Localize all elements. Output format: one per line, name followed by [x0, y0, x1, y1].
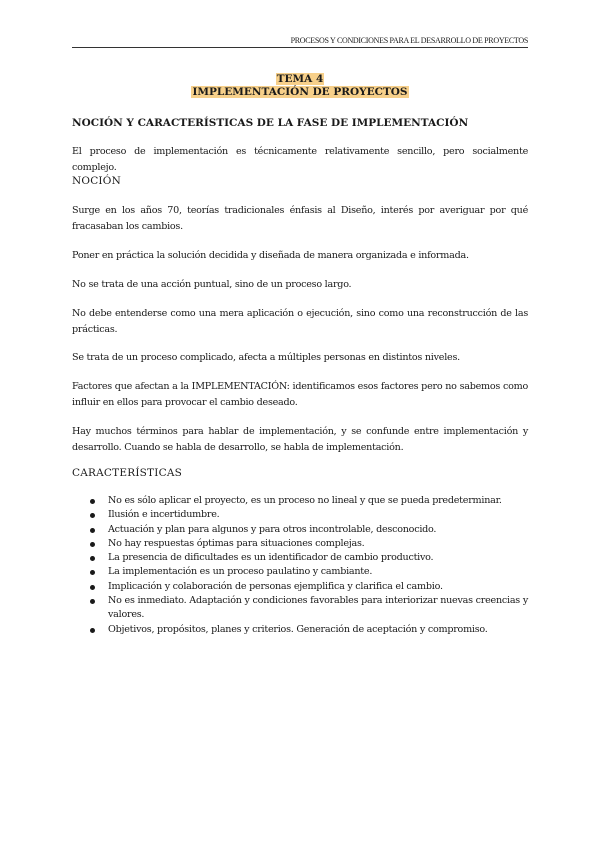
caracteristicas-list — [72, 494, 528, 637]
bullet-icon — [90, 556, 95, 561]
nocion-paragraph-3: No se trata de una acción puntual, sino de un proceso largo. — [72, 279, 352, 290]
nocion-paragraph-4: No debe entenderse como una mera aplicación o ejecución, sino como una reconstrucción de las prácticas. — [72, 308, 528, 335]
list-item: La presencia de dificultades es un identificador de cambio productivo. — [72, 551, 528, 565]
running-header: PROCESOS Y CONDICIONES PARA EL DESARROLLO DE PROYECTOS — [290, 36, 528, 45]
list-item: No hay respuestas óptimas para situaciones complejas. — [72, 537, 528, 551]
list-item: Actuación y plan para algunos y para otros incontrolable, desconocido. — [72, 523, 528, 537]
bullet-icon — [90, 542, 95, 547]
list-item: La implementación es un proceso paulatino y cambiante. — [72, 565, 528, 579]
bullet-icon — [90, 499, 95, 504]
list-item: Implicación y colaboración de personas ejemplifica y clarifica el cambio. — [72, 580, 528, 594]
nocion-paragraph-2: Poner en práctica la solución decidida y diseñada de manera organizada e informada. — [72, 250, 469, 261]
bullet-icon — [90, 570, 95, 575]
list-item: No es sólo aplicar el proyecto, es un proceso no lineal y que se pueda predeterminar. — [72, 494, 528, 508]
nocion-paragraph-7: Hay muchos términos para hablar de implementación, y se confunde entre implementación y desarrollo. Cuando se habla de desarrollo, se habla de implementación. — [72, 426, 528, 453]
nocion-heading: NOCIÓN — [72, 175, 121, 187]
topic-title: IMPLEMENTACIÓN DE PROYECTOS — [192, 86, 408, 98]
list-item: No es inmediato. Adaptación y condiciones favorables para interiorizar nuevas creencias y valores. — [72, 594, 528, 623]
bullet-icon — [90, 585, 95, 590]
bullet-icon — [90, 599, 95, 604]
nocion-paragraph-1: Surge en los años 70, teorías tradicionales énfasis al Diseño, interés por averiguar por qué fracasaban los cambios. — [72, 205, 528, 232]
caracteristicas-heading: CARACTERÍSTICAS — [72, 467, 183, 479]
intro-paragraph: El proceso de implementación es técnicamente relativamente sencillo, pero socialmente complejo. — [72, 146, 528, 173]
topic-number: TEMA 4 — [276, 73, 324, 85]
title-block — [72, 73, 528, 99]
nocion-paragraph-6: Factores que afectan a la IMPLEMENTACIÓN: identificamos esos factores pero no sabemos como influir en ellos para provocar el cambio deseado. — [72, 381, 528, 408]
header-divider — [72, 47, 528, 48]
list-item: Objetivos, propósitos, planes y criterios. Generación de aceptación y compromiso. — [72, 623, 528, 637]
bullet-icon — [90, 513, 95, 518]
list-item: Ilusión e incertidumbre. — [72, 508, 528, 522]
bullet-icon — [90, 628, 95, 633]
nocion-paragraph-5: Se trata de un proceso complicado, afecta a múltiples personas en distintos niveles. — [72, 352, 460, 363]
section-heading: NOCIÓN Y CARACTERÍSTICAS DE LA FASE DE IMPLEMENTACIÓN — [72, 117, 469, 129]
bullet-icon — [90, 528, 95, 533]
